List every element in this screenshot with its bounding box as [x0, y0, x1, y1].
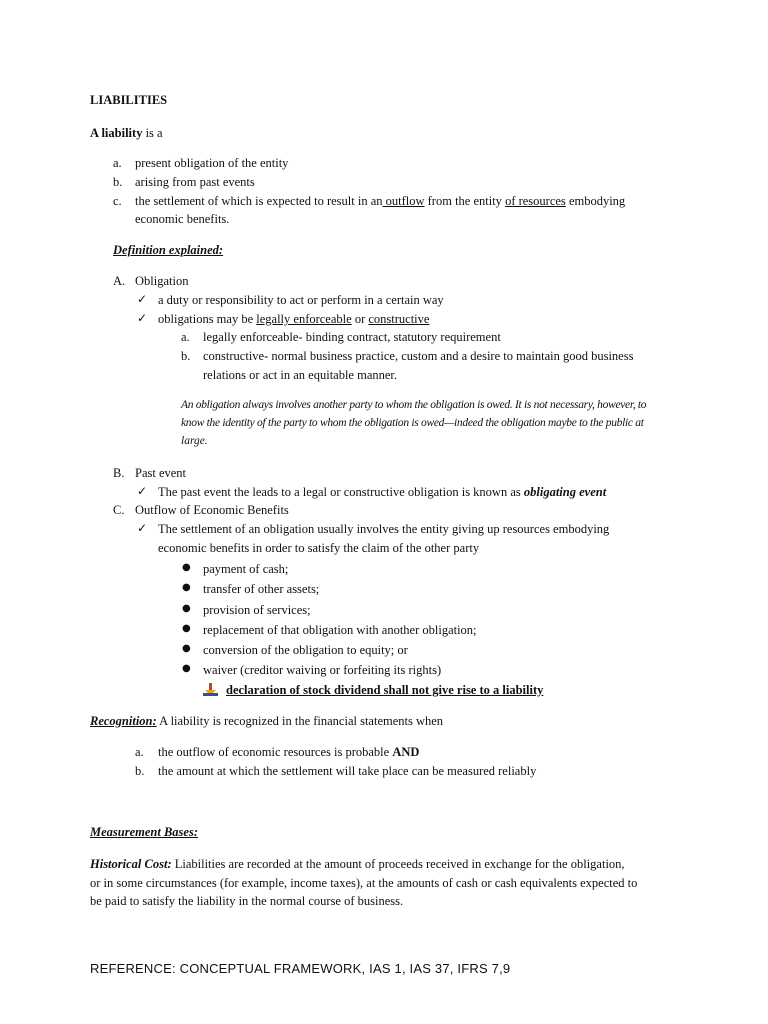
reference-footer: REFERENCE: CONCEPTUAL FRAMEWORK, IAS 1, IAS 37, IFRS 7,9: [90, 961, 511, 976]
bullet-item: payment of cash;: [203, 562, 289, 576]
check-item-continuation: economic benefits in order to satisfy the claim of the other party: [158, 541, 480, 555]
intro-rest: is a: [142, 126, 163, 140]
historical-cost-line: Historical Cost: Liabilities are recorded at the amount of proceeds received in exchange for the obligation,: [90, 857, 625, 871]
bullet-icon: ●: [182, 562, 191, 573]
historical-cost-line: or in some circumstances (for example, income taxes), at the amounts of cash or cash equivalents expected to: [90, 876, 638, 890]
definition-item-continuation: economic benefits.: [135, 212, 230, 226]
sub-item: legally enforceable- binding contract, statutory requirement: [203, 330, 501, 344]
recognition-item: the amount at which the settlement will take place can be measured reliably: [158, 764, 537, 778]
sub-marker: a.: [181, 330, 190, 344]
checkmark-icon: ✓: [137, 484, 148, 498]
list-marker: a.: [135, 745, 144, 759]
historical-cost-label: Historical Cost:: [90, 857, 172, 871]
checkmark-icon: ✓: [137, 311, 148, 325]
bullet-icon: ●: [182, 603, 191, 614]
check-item: The settlement of an obligation usually involves the entity giving up resources embodying: [158, 522, 610, 536]
definition-item: the settlement of which is expected to result in an outflow from the entity of resources embodying: [135, 194, 626, 208]
bullet-item: conversion of the obligation to equity; or: [203, 643, 408, 657]
checkmark-icon: ✓: [137, 521, 148, 535]
section-marker: C.: [113, 503, 125, 517]
check-item: obligations may be legally enforceable or constructive: [158, 312, 430, 326]
bullet-icon: ●: [182, 623, 191, 634]
historical-cost-line: be paid to satisfy the liability in the normal course of business.: [90, 894, 404, 908]
recognition-line: Recognition: A liability is recognized in the financial statements when: [90, 714, 444, 728]
emphasis-note: declaration of stock dividend shall not give rise to a liability: [226, 683, 544, 697]
section-label: Past event: [135, 466, 187, 480]
sub-marker: b.: [181, 349, 191, 363]
bullet-item: waiver (creditor waiving or forfeiting its rights): [203, 663, 442, 677]
section-marker: A.: [113, 274, 126, 288]
note-line: know the identity of the party to whom the obligation is owed—indeed the obligation maybe to the public at: [181, 417, 644, 429]
section-marker: B.: [113, 466, 125, 480]
note-line: large.: [181, 435, 208, 447]
page-title: LIABILITIES: [90, 93, 168, 107]
list-marker: b.: [135, 764, 145, 778]
list-marker: b.: [113, 175, 123, 189]
section-label: Obligation: [135, 274, 189, 288]
bullet-item: replacement of that obligation with another obligation;: [203, 623, 477, 637]
bullet-item: transfer of other assets;: [203, 582, 320, 596]
intro-line: [90, 126, 163, 141]
section-heading: Measurement Bases:: [90, 825, 198, 839]
pin-icon: [203, 683, 218, 697]
list-marker: c.: [113, 194, 122, 208]
recognition-item: the outflow of economic resources is probable AND: [158, 745, 420, 759]
check-item: The past event the leads to a legal or constructive obligation is known as obligating event: [158, 485, 607, 499]
check-item: a duty or responsibility to act or perform in a certain way: [158, 293, 444, 307]
recognition-label: Recognition:: [90, 714, 157, 728]
bullet-icon: ●: [182, 663, 191, 674]
bullet-icon: ●: [182, 582, 191, 593]
definition-item: arising from past events: [135, 175, 255, 189]
checkmark-icon: ✓: [137, 292, 148, 306]
list-marker: a.: [113, 156, 122, 170]
bullet-item: provision of services;: [203, 603, 311, 617]
section-label: Outflow of Economic Benefits: [135, 503, 289, 517]
sub-item-continuation: relations or act in an equitable manner.: [203, 368, 398, 382]
intro-term: A liability: [90, 126, 143, 140]
note-line: An obligation always involves another party to whom the obligation is owed. It is not necessary, however, to: [181, 399, 647, 411]
definition-item: present obligation of the entity: [135, 156, 289, 170]
sub-item: constructive- normal business practice, custom and a desire to maintain good business: [203, 349, 634, 363]
bullet-icon: ●: [182, 643, 191, 654]
section-heading: Definition explained:: [113, 243, 224, 257]
